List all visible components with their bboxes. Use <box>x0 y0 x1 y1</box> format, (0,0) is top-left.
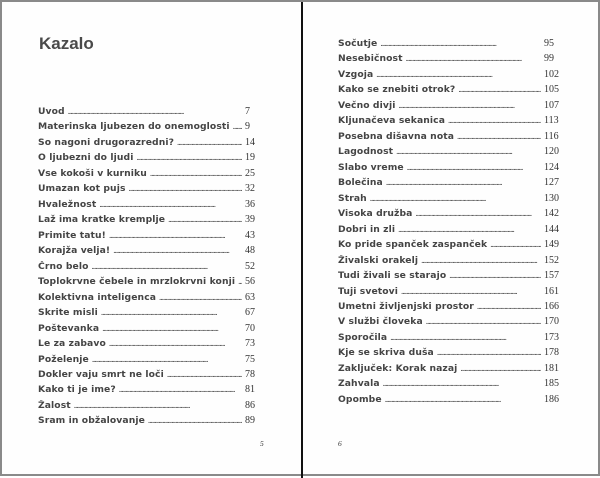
toc-entry[interactable] <box>338 301 561 316</box>
toc-entry[interactable] <box>38 183 262 198</box>
toc-entry[interactable] <box>338 38 561 53</box>
toc-entry-title: Le za zabavo <box>38 338 106 350</box>
toc-entry-title: Umazan kot pujs <box>38 183 126 195</box>
toc-entry[interactable] <box>38 400 262 415</box>
page-title: Kazalo <box>39 34 94 53</box>
toc-entry-page: 63 <box>245 291 255 303</box>
dot-leader <box>406 53 541 63</box>
toc-entry-title: O ljubezni do ljudi <box>38 152 134 164</box>
toc-entry-title: Opombe <box>338 393 382 405</box>
dot-leader <box>233 121 242 131</box>
dot-leader <box>99 199 242 209</box>
toc-entry[interactable] <box>38 199 262 214</box>
dot-leader <box>136 152 242 162</box>
toc-entry-title: Žalost <box>38 399 71 411</box>
toc-entry[interactable] <box>38 137 262 152</box>
toc-entry[interactable] <box>338 100 561 115</box>
toc-entry-page: 73 <box>245 338 255 350</box>
toc-entry[interactable] <box>338 378 561 393</box>
dot-leader <box>437 347 541 357</box>
toc-entry-page: 185 <box>544 378 559 390</box>
toc-entry-title: Zaključek: Korak nazaj <box>338 362 458 374</box>
toc-entry[interactable] <box>338 53 561 68</box>
toc-entry[interactable] <box>38 415 262 430</box>
toc-entry[interactable] <box>38 106 262 121</box>
dot-leader <box>421 255 541 265</box>
toc-entry-page: 178 <box>544 347 559 359</box>
toc-entry[interactable] <box>38 354 262 369</box>
toc-entry-title: Hvaležnost <box>38 198 97 210</box>
dot-leader <box>490 239 541 249</box>
toc-entry-page: 70 <box>245 322 255 334</box>
toc-entry[interactable] <box>338 162 561 177</box>
toc-entry-page: 144 <box>544 223 559 235</box>
toc-entry[interactable] <box>338 115 561 130</box>
dot-leader <box>148 415 242 425</box>
dot-leader <box>109 338 242 348</box>
dot-leader <box>101 307 242 317</box>
toc-entry-page: 95 <box>544 38 554 49</box>
toc-entry-title: Dobri in zli <box>338 223 396 235</box>
toc-entry-page: 116 <box>544 130 559 142</box>
toc-entry-page: 67 <box>245 307 255 319</box>
left-page <box>2 2 300 478</box>
toc-entry[interactable] <box>338 394 561 409</box>
toc-entry-page: 36 <box>245 198 255 210</box>
toc-entry-title: Laž ima kratke kremplje <box>38 214 166 226</box>
dot-leader <box>102 323 242 333</box>
dot-leader <box>68 106 242 116</box>
toc-entry-page: 25 <box>245 167 255 179</box>
toc-entry-page: 75 <box>245 353 255 365</box>
toc-entry-title: Umetni življenjski prostor <box>338 300 474 312</box>
dot-leader <box>177 137 242 147</box>
dot-leader <box>398 100 541 110</box>
dot-leader <box>415 208 541 218</box>
toc-entry-title: Vzgoja <box>338 68 374 80</box>
table-of-contents-right <box>338 38 561 409</box>
toc-entry[interactable] <box>38 152 262 167</box>
toc-entry-page: 102 <box>544 68 559 80</box>
dot-leader <box>150 168 242 178</box>
toc-entry-title: Toplokrvne čebele in mrzlokrvni konji <box>38 276 236 288</box>
toc-entry-page: 170 <box>544 316 559 328</box>
toc-entry-title: Tudi živali se starajo <box>338 270 447 282</box>
dot-leader <box>386 177 541 187</box>
dot-leader <box>426 316 541 326</box>
dot-leader <box>168 214 242 224</box>
dot-leader <box>460 363 541 373</box>
toc-entry-title: Zahvala <box>338 378 380 390</box>
toc-entry-title: Slabo vreme <box>338 161 404 173</box>
toc-entry-title: Tuji svetovi <box>338 285 399 297</box>
toc-entry-page: 14 <box>245 136 255 148</box>
dot-leader <box>380 38 541 48</box>
toc-entry[interactable] <box>38 230 262 245</box>
toc-entry-page: 130 <box>544 192 559 204</box>
toc-entry-title: Sporočila <box>338 331 388 343</box>
dot-leader <box>74 400 242 410</box>
toc-entry-page: 105 <box>544 84 559 96</box>
dot-leader <box>407 162 541 172</box>
dot-leader <box>167 369 242 379</box>
toc-entry[interactable] <box>338 239 561 254</box>
toc-entry[interactable] <box>338 131 561 146</box>
toc-entry-title: Dokler vaju smrt ne loči <box>38 368 164 380</box>
toc-entry-title: Nesebičnost <box>338 53 403 65</box>
toc-entry[interactable] <box>338 286 561 301</box>
toc-entry-title: Lagodnost <box>338 146 394 158</box>
dot-leader <box>92 354 242 364</box>
toc-entry-page: 173 <box>544 331 559 343</box>
dot-leader <box>398 224 541 234</box>
toc-entry-page: 52 <box>245 260 255 272</box>
toc-entry[interactable] <box>38 276 262 291</box>
dot-leader <box>396 146 541 156</box>
toc-entry-page: 32 <box>245 183 255 195</box>
toc-entry-title: V službi človeka <box>338 316 423 328</box>
dot-leader <box>113 245 242 255</box>
toc-entry-page: 9 <box>245 121 250 133</box>
toc-entry-title: Črno belo <box>38 260 89 272</box>
toc-entry[interactable] <box>338 270 561 285</box>
toc-entry-title: Bolečina <box>338 177 383 189</box>
toc-entry-page: 89 <box>245 415 255 427</box>
dot-leader <box>385 394 541 404</box>
toc-entry[interactable] <box>38 121 262 136</box>
toc-entry[interactable] <box>338 347 561 362</box>
toc-entry-title: Posebna dišavna nota <box>338 130 455 142</box>
toc-entry[interactable] <box>338 316 561 331</box>
dot-leader <box>238 276 242 286</box>
toc-entry-title: Sočutje <box>338 38 378 49</box>
toc-entry-page: 43 <box>245 229 255 241</box>
toc-entry-page: 142 <box>544 208 559 220</box>
page-number: 5 <box>260 439 264 448</box>
dot-leader <box>448 115 541 125</box>
toc-entry[interactable] <box>38 214 262 229</box>
toc-entry[interactable] <box>338 84 561 99</box>
toc-entry-page: 19 <box>245 152 255 164</box>
toc-entry-title: Primite tatu! <box>38 229 106 241</box>
toc-entry-page: 78 <box>245 368 255 380</box>
toc-entry[interactable] <box>338 208 561 223</box>
right-page <box>303 2 600 478</box>
dot-leader <box>119 384 242 394</box>
toc-entry[interactable] <box>38 245 262 260</box>
dot-leader <box>477 301 541 311</box>
toc-entry-page: 39 <box>245 214 255 226</box>
toc-entry-page: 86 <box>245 399 255 411</box>
toc-entry-title: So nagoni drugorazredni? <box>38 136 175 148</box>
toc-entry[interactable] <box>338 224 561 239</box>
toc-entry-title: Živalski orakelj <box>338 254 419 266</box>
dot-leader <box>370 193 541 203</box>
toc-entry-page: 186 <box>544 393 559 405</box>
toc-entry[interactable] <box>38 307 262 322</box>
toc-entry[interactable] <box>38 292 262 307</box>
toc-entry-title: Kako ti je ime? <box>38 384 116 396</box>
toc-entry[interactable] <box>38 369 262 384</box>
toc-entry-page: 181 <box>544 362 559 374</box>
toc-entry-title: Skrite misli <box>38 307 98 319</box>
toc-entry[interactable] <box>338 177 561 192</box>
toc-entry-title: Kje se skriva duša <box>338 347 434 359</box>
toc-entry-title: Poželenje <box>38 353 89 365</box>
toc-entry-page: 124 <box>544 161 559 173</box>
dot-leader <box>449 270 541 280</box>
toc-entry-title: Visoka družba <box>338 208 413 220</box>
dot-leader <box>376 69 541 79</box>
dot-leader <box>92 261 243 271</box>
toc-entry-title: Kljunačeva sekanica <box>338 115 446 127</box>
toc-entry-page: 81 <box>245 384 255 396</box>
dot-leader <box>159 292 242 302</box>
dot-leader <box>383 378 541 388</box>
toc-entry-title: Vse kokoši v kurniku <box>38 167 147 179</box>
toc-entry-page: 166 <box>544 300 559 312</box>
toc-entry[interactable] <box>338 255 561 270</box>
dot-leader <box>401 286 541 296</box>
toc-entry-page: 99 <box>544 53 554 65</box>
dot-leader <box>390 332 541 342</box>
toc-entry-page: 120 <box>544 146 559 158</box>
toc-entry-page: 161 <box>544 285 559 297</box>
table-of-contents-left <box>38 106 262 431</box>
toc-entry-page: 107 <box>544 99 559 111</box>
toc-entry-title: Materinska ljubezen do onemoglosti <box>38 121 230 133</box>
dot-leader <box>458 84 541 94</box>
toc-entry[interactable] <box>338 146 561 161</box>
toc-entry-page: 157 <box>544 270 559 282</box>
toc-entry[interactable] <box>38 323 262 338</box>
toc-entry-title: Korajža velja! <box>38 245 111 257</box>
toc-entry[interactable] <box>338 363 561 378</box>
toc-entry-title: Sram in obžalovanje <box>38 415 145 427</box>
toc-entry-page: 7 <box>245 106 250 117</box>
dot-leader <box>129 183 242 193</box>
toc-entry-page: 149 <box>544 239 559 251</box>
toc-entry[interactable] <box>38 384 262 399</box>
toc-entry-title: Večno divji <box>338 99 396 111</box>
toc-entry-title: Poštevanka <box>38 322 100 334</box>
toc-entry[interactable] <box>338 193 561 208</box>
toc-entry-page: 48 <box>245 245 255 257</box>
toc-entry[interactable] <box>38 261 262 276</box>
toc-entry-page: 113 <box>544 115 559 127</box>
dot-leader <box>457 131 541 141</box>
toc-entry[interactable] <box>338 332 561 347</box>
toc-entry-title: Ko pride spanček zaspanček <box>338 239 488 251</box>
toc-entry-title: Kolektivna inteligenca <box>38 291 157 303</box>
toc-entry-page: 56 <box>245 276 255 288</box>
toc-entry[interactable] <box>338 69 561 84</box>
page-number: 6 <box>338 439 342 448</box>
toc-entry-title: Strah <box>338 192 367 204</box>
toc-entry-page: 127 <box>544 177 559 189</box>
toc-entry[interactable] <box>38 338 262 353</box>
toc-entry-page: 152 <box>544 254 559 266</box>
toc-entry-title: Kako se znebiti otrok? <box>338 84 456 96</box>
toc-entry[interactable] <box>38 168 262 183</box>
dot-leader <box>109 230 242 240</box>
toc-entry-title: Uvod <box>38 106 65 117</box>
